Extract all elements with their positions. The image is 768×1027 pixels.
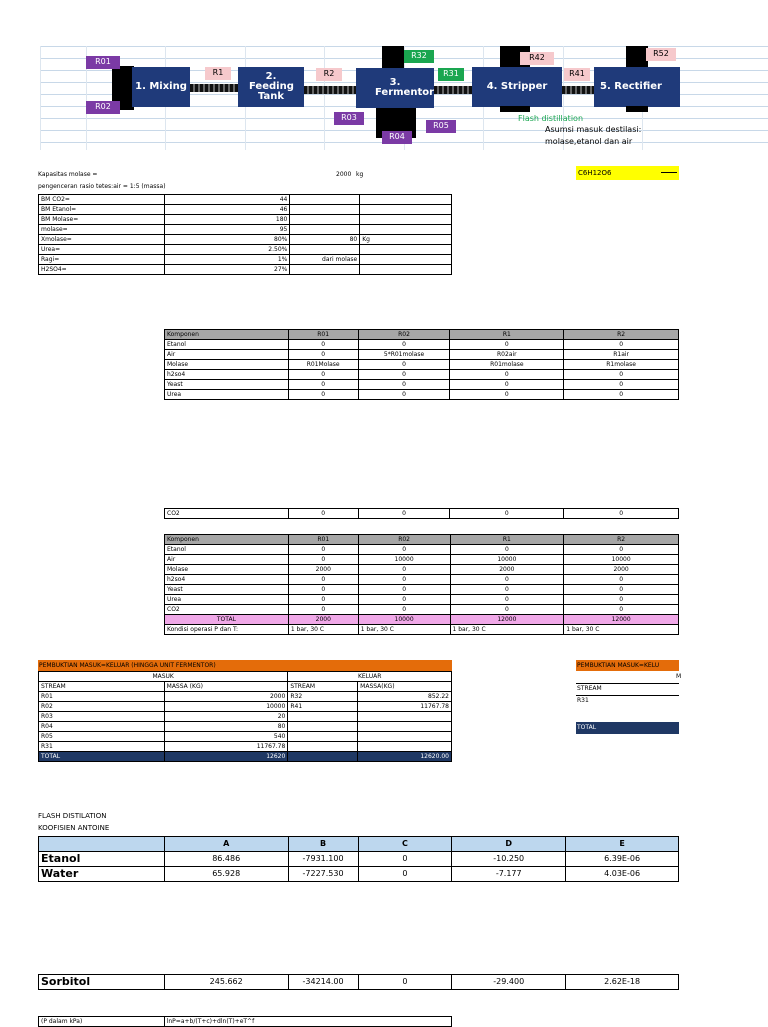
param-extra2 (360, 215, 452, 225)
param-row (39, 265, 452, 275)
komponen-value: 0 (358, 360, 450, 370)
komponen-row (165, 390, 679, 400)
antoine-column-header: C (358, 837, 452, 852)
komponen-value: 0 (288, 545, 358, 555)
co2-row-body (165, 509, 679, 519)
sorbitol-row (39, 975, 679, 990)
komponen-row (165, 360, 679, 370)
mass-in: 11767.78 (164, 742, 288, 752)
kapasitas-unit: kg (356, 171, 364, 178)
flash-footer-left: (P dalam kPa) (39, 1017, 165, 1027)
mass-out (358, 712, 452, 722)
total-value: 10000 (358, 615, 450, 625)
antoine-value: 2.62E-18 (566, 975, 679, 990)
param-value: 46 (164, 205, 290, 215)
param-extra2 (360, 255, 452, 265)
param-label: BM Etanol= (39, 205, 165, 215)
komponen-value: 2000 (564, 565, 679, 575)
antoine-value: 0 (358, 852, 452, 867)
pembuktian2-stream-header: STREAM (577, 685, 602, 692)
antoine-value: 6.39E-06 (566, 852, 679, 867)
stream-row (39, 742, 452, 752)
komponen-name: h2so4 (165, 575, 289, 585)
pembuktian-total-row (39, 752, 452, 762)
komponen-value: 0 (564, 605, 679, 615)
komponen-name: Yeast (165, 585, 289, 595)
column-header: Komponen (165, 535, 289, 545)
rectifier-bottom-block (626, 106, 648, 112)
param-value: 44 (164, 195, 290, 205)
mass-out: 11767.78 (358, 702, 452, 712)
co2-label: CO2 (165, 509, 289, 519)
total-value: 2000 (288, 615, 358, 625)
stream-r31: R31 (438, 68, 464, 81)
param-value: 95 (164, 225, 290, 235)
param-label: Urea= (39, 245, 165, 255)
total-in: 12620 (164, 752, 288, 762)
mass-out (358, 732, 452, 742)
komponen-value: 0 (450, 390, 564, 400)
antoine-value: 245.662 (164, 975, 288, 990)
komponen-value: 0 (358, 595, 450, 605)
flash-footer-table (38, 1016, 452, 1027)
mass-out (358, 742, 452, 752)
mass-out (358, 722, 452, 732)
komponen-value: 0 (564, 340, 679, 350)
komponen-value: R01Molase (288, 360, 358, 370)
pipe-r2 (304, 86, 356, 94)
param-extra2 (360, 205, 452, 215)
unit-stripper: 4. Stripper (472, 67, 562, 107)
flash-distillation-label: Flash distillation (518, 114, 584, 123)
komponen-name: Molase (165, 565, 289, 575)
komponen-value: 0 (288, 390, 358, 400)
grid-line (324, 46, 325, 150)
komponen-value: 0 (450, 370, 564, 380)
param-extra (290, 245, 360, 255)
antoine-value: -7931.100 (288, 852, 358, 867)
kapasitas-label: Kapasitas molase = (38, 171, 98, 178)
flash-footer-row (39, 1017, 452, 1027)
empty-cell (288, 752, 358, 762)
stream-out (288, 742, 358, 752)
co2-value: 0 (288, 509, 358, 519)
param-extra2 (360, 245, 452, 255)
komponen-value: 0 (450, 545, 564, 555)
param-extra2 (360, 225, 452, 235)
stream-r32: R32 (404, 50, 434, 63)
params-table (38, 194, 452, 275)
komponen-value: 10000 (450, 555, 564, 565)
komponen-value: 0 (450, 595, 564, 605)
komponen-value: 0 (288, 585, 358, 595)
fermentor-top-block (382, 46, 404, 70)
kapasitas-value: 2000 (336, 171, 352, 178)
compound-name: Water (39, 867, 165, 882)
formula-box (576, 166, 679, 180)
komponen-name: Air (165, 555, 289, 565)
komponen-value: 0 (564, 370, 679, 380)
komponen-value: 0 (564, 585, 679, 595)
komponen-value: 0 (358, 370, 450, 380)
komponen-header-row (165, 330, 679, 340)
stream-out (288, 712, 358, 722)
komponen-row (165, 565, 679, 575)
komponen-value: 0 (288, 350, 358, 360)
antoine-table-body (39, 837, 679, 882)
komponen-row (165, 545, 679, 555)
antoine-value: 4.03E-06 (566, 867, 679, 882)
kondisi-value: 1 bar, 30 C (358, 625, 450, 635)
stream-r04: R04 (382, 131, 412, 144)
antoine-column-header (39, 837, 165, 852)
column-header: R02 (358, 535, 450, 545)
stream-out (288, 722, 358, 732)
sorbitol-table-body (39, 975, 679, 990)
pembuktian2-divider (576, 695, 679, 696)
param-label: BM CO2= (39, 195, 165, 205)
komponen-value: 0 (358, 340, 450, 350)
co2-row-table (164, 508, 679, 519)
massa-header: MASSA(KG) (358, 682, 452, 692)
unit-feeding-tank (238, 67, 304, 107)
komponen-row (165, 340, 679, 350)
massa-header: MASSA (KG) (164, 682, 288, 692)
param-label: Ragi= (39, 255, 165, 265)
total-row (165, 615, 679, 625)
komponen-value: 0 (358, 565, 450, 575)
stream-header-row (39, 682, 452, 692)
komponen-name: Urea (165, 390, 289, 400)
komponen-row (165, 380, 679, 390)
stream-header: STREAM (288, 682, 358, 692)
komponen-row (165, 585, 679, 595)
antoine-row (39, 867, 679, 882)
total-label: TOTAL (39, 752, 165, 762)
komponen-table-2-body (165, 535, 679, 635)
mass-in: 540 (164, 732, 288, 742)
antoine-table (38, 836, 679, 882)
stream-row (39, 712, 452, 722)
komponen-value: 5*R01molase (358, 350, 450, 360)
column-header: R2 (564, 330, 679, 340)
formula-line (661, 172, 677, 173)
column-header: R2 (564, 535, 679, 545)
komponen-value: 0 (358, 605, 450, 615)
komponen-name: h2so4 (165, 370, 289, 380)
stream-in: R05 (39, 732, 165, 742)
pembuktian-table (38, 671, 452, 762)
stream-in: R02 (39, 702, 165, 712)
co2-value: 0 (450, 509, 564, 519)
kondisi-value: 1 bar, 30 C (450, 625, 564, 635)
param-extra2 (360, 265, 452, 275)
mass-in: 80 (164, 722, 288, 732)
rectifier-top-block (626, 46, 648, 68)
antoine-value: 65.928 (164, 867, 288, 882)
komponen-name: Molase (165, 360, 289, 370)
param-row (39, 255, 452, 265)
stream-r02: R02 (86, 101, 120, 114)
param-value: 27% (164, 265, 290, 275)
grid-line (40, 46, 41, 150)
antoine-value: -7.177 (452, 867, 566, 882)
param-extra: dari molase (290, 255, 360, 265)
masuk-header: MASUK (39, 672, 288, 682)
param-row (39, 205, 452, 215)
param-row (39, 235, 452, 245)
pipe-r31 (434, 86, 472, 94)
assumption-line1: Asumsi masuk destilasi: (545, 125, 642, 134)
komponen-value: 0 (450, 380, 564, 390)
stream-in: R01 (39, 692, 165, 702)
column-header: Komponen (165, 330, 289, 340)
mass-in: 10000 (164, 702, 288, 712)
param-value: 2.50% (164, 245, 290, 255)
unit-rectifier: 5. Rectifier (594, 67, 680, 107)
mass-in: 2000 (164, 692, 288, 702)
antoine-row (39, 852, 679, 867)
antoine-value: 86.486 (164, 852, 288, 867)
pembuktian2-total: TOTAL (576, 722, 679, 734)
param-row (39, 195, 452, 205)
masuk-keluar-row (39, 672, 452, 682)
param-row (39, 245, 452, 255)
komponen-value: 0 (288, 595, 358, 605)
mass-in: 20 (164, 712, 288, 722)
column-header: R01 (288, 535, 358, 545)
komponen-value: 0 (564, 545, 679, 555)
stream-header: STREAM (39, 682, 165, 692)
flash-title: FLASH DISTILATION (38, 812, 107, 820)
stream-r03: R03 (334, 112, 364, 125)
komponen-value: 0 (450, 585, 564, 595)
antoine-value: -10.250 (452, 852, 566, 867)
komponen-value: 2000 (450, 565, 564, 575)
komponen-value: 0 (358, 380, 450, 390)
komponen-name: Etanol (165, 545, 289, 555)
komponen-table-1 (164, 329, 679, 400)
total-value: 12000 (450, 615, 564, 625)
param-extra (290, 265, 360, 275)
pembuktian2-masuk: M (676, 673, 682, 680)
stream-r2: R2 (316, 68, 342, 81)
komponen-value: 10000 (358, 555, 450, 565)
param-label: molase= (39, 225, 165, 235)
antoine-header-row (39, 837, 679, 852)
param-value: 80% (164, 235, 290, 245)
column-header: R1 (450, 535, 564, 545)
param-row (39, 215, 452, 225)
co2-value: 0 (358, 509, 450, 519)
komponen-value: 0 (564, 380, 679, 390)
stream-r52: R52 (646, 48, 676, 61)
stream-row (39, 732, 452, 742)
komponen-value: 0 (288, 380, 358, 390)
stream-r01: R01 (86, 56, 120, 69)
komponen-value: 0 (450, 340, 564, 350)
pengenceran-text: pengenceran rasio tetes:air = 1:5 (massa) (38, 183, 166, 190)
komponen-name: CO2 (165, 605, 289, 615)
antoine-value: 0 (358, 975, 452, 990)
antoine-value: -34214.00 (288, 975, 358, 990)
antoine-value: 0 (358, 867, 452, 882)
stripper-bottom-block (500, 106, 530, 112)
column-header: R02 (358, 330, 450, 340)
antoine-column-header: D (452, 837, 566, 852)
param-value: 180 (164, 215, 290, 225)
pembuktian-title: PEMBUKTIAN MASUK=KELUAR (HINGGA UNIT FERMENTOR) (38, 660, 452, 671)
pembuktian2-r31: R31 (577, 697, 589, 704)
komponen-name: Urea (165, 595, 289, 605)
komponen-value: R01molase (450, 360, 564, 370)
param-extra (290, 215, 360, 225)
pipe-r41 (562, 86, 594, 94)
co2-value: 0 (564, 509, 679, 519)
komponen-value: 0 (288, 370, 358, 380)
unit-fermentor (356, 68, 434, 108)
compound-name: Sorbitol (39, 975, 165, 990)
komponen-row (165, 555, 679, 565)
komponen-value: 0 (288, 605, 358, 615)
unit-fermentor-label: 3. Fermentor (375, 77, 435, 98)
stream-out (288, 732, 358, 742)
total-label: TOTAL (165, 615, 289, 625)
stream-in: R31 (39, 742, 165, 752)
stream-in: R04 (39, 722, 165, 732)
kondisi-label: Kondisi operasi P dan T: (165, 625, 289, 635)
compound-name: Etanol (39, 852, 165, 867)
komponen-value: 0 (450, 605, 564, 615)
komponen-value: R02air (450, 350, 564, 360)
mass-out: 852.22 (358, 692, 452, 702)
komponen-value: 0 (288, 555, 358, 565)
komponen-table-2 (164, 534, 679, 635)
komponen-name: Yeast (165, 380, 289, 390)
komponen-value: 2000 (288, 565, 358, 575)
komponen-value: 0 (358, 545, 450, 555)
column-header: R1 (450, 330, 564, 340)
param-extra (290, 205, 360, 215)
komponen-row (165, 575, 679, 585)
flash-footer-right: lnP=a+b/(T+c)+dln(T)+eT^f (164, 1017, 451, 1027)
total-value: 12000 (564, 615, 679, 625)
komponen-value: R1air (564, 350, 679, 360)
column-header: R01 (288, 330, 358, 340)
antoine-value: -7227.530 (288, 867, 358, 882)
komponen-value: 10000 (564, 555, 679, 565)
formula-text: C6H12O6 (578, 169, 612, 177)
stream-row (39, 722, 452, 732)
komponen-value: 0 (564, 595, 679, 605)
antoine-column-header: B (288, 837, 358, 852)
co2-row (165, 509, 679, 519)
antoine-value: -29.400 (452, 975, 566, 990)
param-label: BM Molase= (39, 215, 165, 225)
komponen-value: 0 (564, 575, 679, 585)
param-label: Xmolase= (39, 235, 165, 245)
stream-r42: R42 (520, 52, 554, 65)
sorbitol-table (38, 974, 679, 990)
unit-mixing: 1. Mixing (132, 67, 190, 107)
komponen-value: 0 (288, 575, 358, 585)
stream-r05: R05 (426, 120, 456, 133)
keluar-header: KELUAR (288, 672, 452, 682)
komponen-row (165, 370, 679, 380)
komponen-value: 0 (450, 575, 564, 585)
pembuktian-table-body (39, 672, 452, 762)
param-value: 1% (164, 255, 290, 265)
antoine-column-header: A (164, 837, 288, 852)
stream-r1: R1 (205, 67, 231, 80)
assumption-line2: molase,etanol dan air (545, 137, 633, 146)
stream-row (39, 702, 452, 712)
kondisi-row (165, 625, 679, 635)
komponen-header-row (165, 535, 679, 545)
komponen-table-1-body (165, 330, 679, 400)
param-extra (290, 225, 360, 235)
flash-subtitle: KOOFISIEN ANTOINE (38, 824, 110, 832)
stream-out: R32 (288, 692, 358, 702)
pembuktian2-title: PEMBUKTIAN MASUK=KELU (576, 660, 679, 671)
komponen-name: Air (165, 350, 289, 360)
params-table-body (39, 195, 452, 275)
param-row (39, 225, 452, 235)
param-extra2 (360, 195, 452, 205)
stream-r41: R41 (564, 68, 590, 81)
kondisi-value: 1 bar, 30 C (288, 625, 358, 635)
unit-feeding-tank-label: 2. Feeding Tank (249, 71, 294, 102)
komponen-value: 0 (358, 390, 450, 400)
komponen-row (165, 595, 679, 605)
stream-row (39, 692, 452, 702)
komponen-row (165, 350, 679, 360)
komponen-value: R1molase (564, 360, 679, 370)
komponen-value: 0 (288, 340, 358, 350)
komponen-row (165, 605, 679, 615)
stream-out: R41 (288, 702, 358, 712)
antoine-column-header: E (566, 837, 679, 852)
grid-line (563, 46, 564, 150)
pembuktian2-divider (576, 683, 679, 684)
kondisi-value: 1 bar, 30 C (564, 625, 679, 635)
stream-in: R03 (39, 712, 165, 722)
pipe-r1 (190, 84, 238, 92)
param-extra: 80 (290, 235, 360, 245)
komponen-value: 0 (358, 575, 450, 585)
param-extra (290, 195, 360, 205)
komponen-value: 0 (564, 390, 679, 400)
param-extra2: Kg (360, 235, 452, 245)
komponen-value: 0 (358, 585, 450, 595)
komponen-name: Etanol (165, 340, 289, 350)
total-out: 12620.00 (358, 752, 452, 762)
param-label: H2SO4= (39, 265, 165, 275)
